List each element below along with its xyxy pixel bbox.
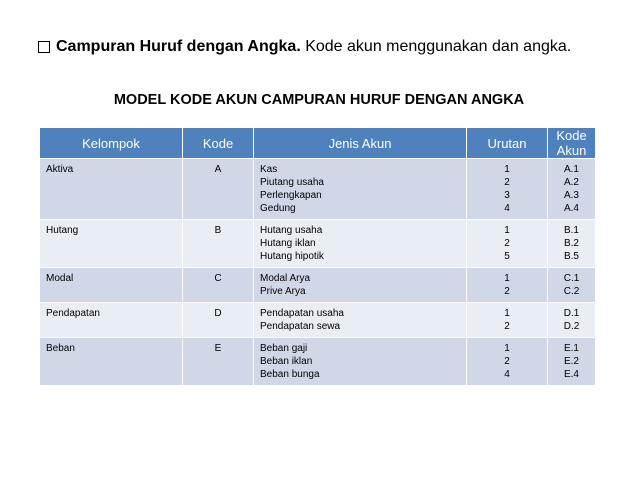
cell-kode-akun	[548, 159, 596, 220]
heading-rest-text: Kode akun menggunakan dan angka.	[300, 38, 572, 55]
cell-kode	[183, 268, 254, 303]
table-header-row	[40, 128, 595, 159]
cell-kelompok	[40, 303, 183, 338]
cell-kode	[183, 338, 254, 386]
cell-line: 1	[504, 225, 510, 236]
header-kode-akun: Kode Akun	[548, 128, 596, 159]
cell-line: 4	[504, 203, 510, 214]
cell-line: D.1	[563, 308, 580, 319]
cell-line: B.5	[563, 251, 579, 262]
header-jenis-akun: Jenis Akun	[254, 128, 467, 159]
cell-line: 2	[504, 177, 510, 188]
table-row	[40, 159, 595, 220]
cell-text: Hutang	[46, 225, 79, 236]
cell-line: 4	[504, 369, 510, 380]
cell-line: 3	[504, 190, 510, 201]
cell-kelompok	[40, 338, 183, 386]
cell-kode-akun	[548, 268, 596, 303]
cell-kode-akun	[548, 338, 596, 386]
cell-line: B.1	[563, 225, 579, 236]
cell-line: A.2	[563, 177, 579, 188]
cell-line: 1	[504, 273, 510, 284]
cell-line: Gedung	[260, 203, 296, 214]
heading-bold-text: Campuran Huruf dengan Angka.	[56, 38, 301, 55]
cell-line: Prive Arya	[260, 286, 306, 297]
cell-kode	[183, 220, 254, 268]
cell-line: Perlengkapan	[260, 190, 322, 201]
cell-line: D.2	[563, 321, 580, 332]
cell-line: Pendapatan sewa	[260, 321, 341, 332]
cell-line: E.2	[563, 356, 579, 367]
cell-line: 2	[504, 356, 510, 367]
cell-line: B.2	[563, 238, 579, 249]
cell-text: E	[214, 343, 222, 354]
table-row	[40, 220, 595, 268]
cell-text: Modal	[46, 273, 74, 284]
cell-kode	[183, 159, 254, 220]
cell-line: 1	[504, 164, 510, 175]
cell-line: Modal Arya	[260, 273, 311, 284]
cell-urutan	[467, 220, 548, 268]
cell-text: B	[214, 225, 222, 236]
cell-jenis-akun	[254, 338, 467, 386]
heading-line	[38, 38, 571, 56]
cell-urutan	[467, 338, 548, 386]
cell-line: Hutang usaha	[260, 225, 323, 236]
cell-line: Pendapatan usaha	[260, 308, 344, 319]
cell-urutan	[467, 268, 548, 303]
cell-line: A.4	[563, 203, 579, 214]
cell-urutan	[467, 303, 548, 338]
cell-text: Beban	[46, 343, 75, 354]
header-kelompok: Kelompok	[40, 128, 183, 159]
cell-kode-akun	[548, 303, 596, 338]
cell-jenis-akun	[254, 159, 467, 220]
checkbox-bullet-icon	[38, 41, 50, 53]
table-row	[40, 268, 595, 303]
cell-line: Hutang hipotik	[260, 251, 324, 262]
cell-line: C.1	[563, 273, 580, 284]
cell-jenis-akun	[254, 220, 467, 268]
account-code-table	[40, 128, 595, 385]
cell-urutan	[467, 159, 548, 220]
cell-kode-akun	[548, 220, 596, 268]
cell-line: 1	[504, 343, 510, 354]
cell-kelompok	[40, 268, 183, 303]
cell-text: A	[214, 164, 222, 175]
cell-line: 1	[504, 308, 510, 319]
cell-text: D	[214, 308, 222, 319]
cell-line: Piutang usaha	[260, 177, 324, 188]
table-title: MODEL KODE AKUN CAMPURAN HURUF DENGAN ANGKA	[113, 92, 525, 108]
header-urutan: Urutan	[467, 128, 548, 159]
cell-line: Beban gaji	[260, 343, 308, 354]
cell-text: Pendapatan	[46, 308, 100, 319]
cell-line: A.1	[563, 164, 579, 175]
cell-line: Beban bunga	[260, 369, 320, 380]
cell-line: Hutang iklan	[260, 238, 316, 249]
header-kode: Kode	[183, 128, 254, 159]
cell-line: 2	[504, 321, 510, 332]
cell-text: Aktiva	[46, 164, 74, 175]
cell-line: 2	[504, 238, 510, 249]
cell-jenis-akun	[254, 268, 467, 303]
cell-line: 2	[504, 286, 510, 297]
cell-line: C.2	[563, 286, 580, 297]
cell-kelompok	[40, 159, 183, 220]
table-row	[40, 303, 595, 338]
cell-line: E.1	[563, 343, 579, 354]
cell-kelompok	[40, 220, 183, 268]
cell-line: Kas	[260, 164, 278, 175]
cell-line: E.4	[563, 369, 579, 380]
cell-jenis-akun	[254, 303, 467, 338]
cell-text: C	[214, 273, 222, 284]
cell-kode	[183, 303, 254, 338]
table-row	[40, 338, 595, 386]
cell-line: 5	[504, 251, 510, 262]
cell-line: Beban iklan	[260, 356, 313, 367]
cell-line: A.3	[563, 190, 579, 201]
